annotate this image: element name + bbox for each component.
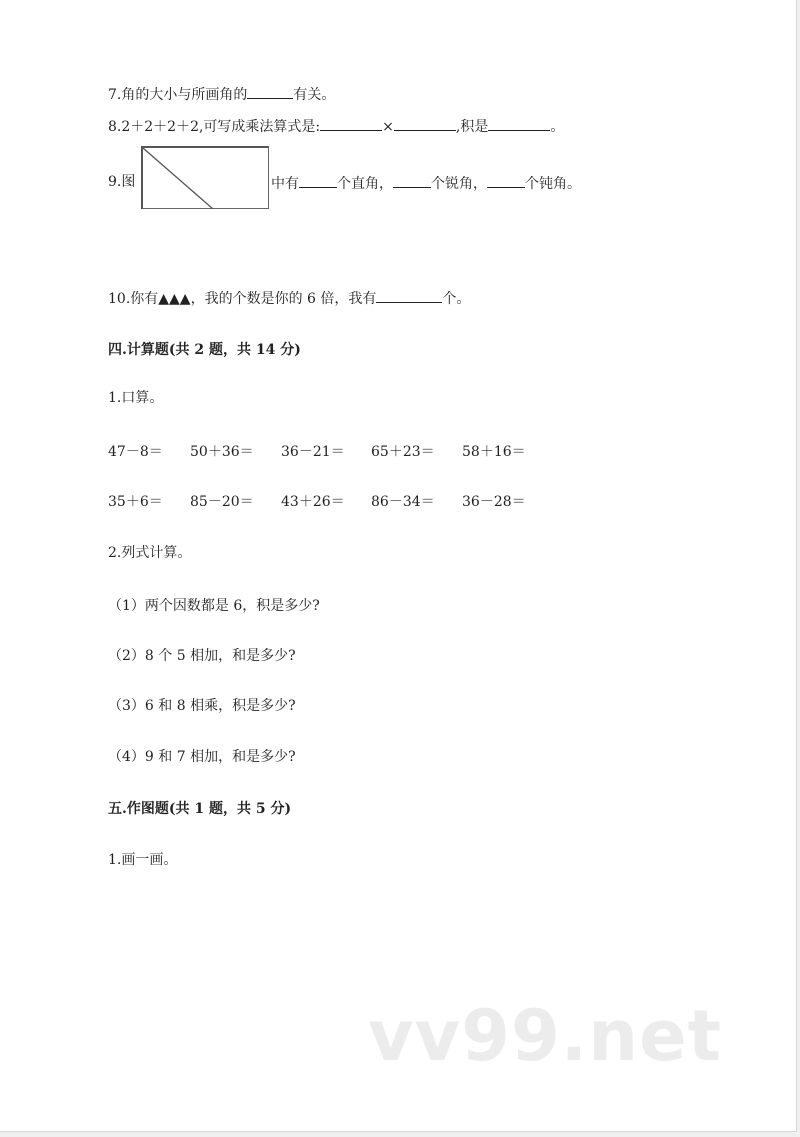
- calc-item: 58＋16＝: [462, 444, 526, 460]
- answer-blank: [394, 116, 456, 131]
- answer-blank: [487, 173, 525, 188]
- list-item: （4）9 和 7 相加，和是多少?: [108, 749, 296, 765]
- s5-q1-title: 1.画一画。: [108, 852, 178, 868]
- question-7: [108, 84, 335, 104]
- q9-text-d: 个钝角。: [525, 176, 581, 192]
- q8-text-mid: ,积是: [455, 119, 489, 135]
- list-item: （3）6 和 8 相乘，积是多少?: [108, 698, 296, 714]
- watermark: vv99.net: [368, 995, 723, 1077]
- question-8: [108, 116, 564, 136]
- answer-blank: [376, 288, 442, 303]
- answer-blank: [393, 173, 431, 188]
- answer-blank: [299, 173, 337, 188]
- answer-blank: [488, 116, 550, 131]
- answer-blank: [247, 84, 293, 99]
- answer-blank: [320, 116, 382, 131]
- calc-item: 50＋36＝: [190, 444, 254, 460]
- s4-q1-title: 1.口算。: [108, 390, 164, 406]
- calc-item: 85－20＝: [190, 494, 254, 510]
- q7-text-end: 有关。: [293, 87, 336, 103]
- q9-text-c: 个锐角，: [431, 176, 487, 192]
- section-4-heading: 四.计算题(共 2 题，共 14 分): [108, 342, 301, 358]
- calc-item: 47－8＝: [108, 444, 163, 460]
- s4-q2-title: 2.列式计算。: [108, 545, 192, 561]
- times-sign: ×: [382, 119, 394, 135]
- calc-item: 36－21＝: [281, 444, 345, 460]
- q8-text-end: 。: [550, 119, 565, 135]
- calc-item: 43＋26＝: [281, 494, 345, 510]
- list-item: （1）两个因数都是 6，积是多少?: [108, 598, 320, 614]
- calc-item: 86－34＝: [371, 494, 435, 510]
- section-5-heading: 五.作图题(共 1 题，共 5 分): [108, 801, 292, 817]
- q9-text: 9.图: [108, 174, 136, 190]
- calc-item: 36－28＝: [462, 494, 526, 510]
- list-item: （2）8 个 5 相加，和是多少?: [108, 648, 296, 664]
- q7-text: 7.角的大小与所画角的: [108, 87, 248, 103]
- q10-text: 10.你有▲▲▲，我的个数是你的 6 倍，我有: [108, 291, 377, 307]
- calc-item: 65＋23＝: [371, 444, 435, 460]
- question-9: [271, 173, 581, 193]
- question-10: [108, 288, 470, 308]
- q9-text-b: 个直角，: [337, 176, 393, 192]
- diagonal-line: [143, 148, 269, 209]
- q9-text-a: 中有: [271, 176, 299, 192]
- q10-text-end: 个。: [442, 291, 471, 307]
- q8-text: 8.2＋2＋2＋2,可写成乘法算式是:: [108, 119, 321, 135]
- question-9-label: [108, 173, 135, 191]
- rectangle-figure: [141, 146, 269, 209]
- calc-item: 35＋6＝: [108, 494, 163, 510]
